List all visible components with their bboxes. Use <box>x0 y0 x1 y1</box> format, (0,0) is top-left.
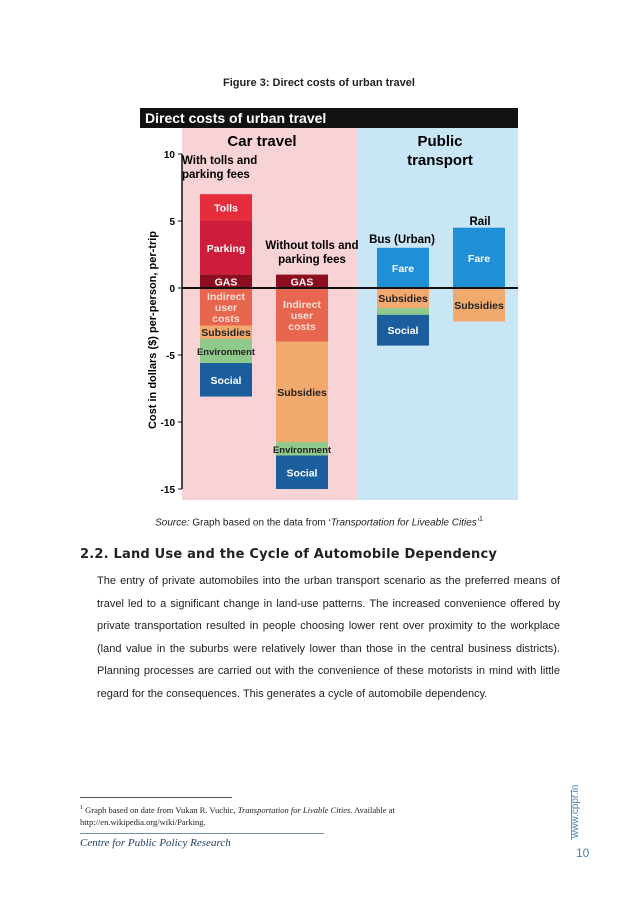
source-text: Graph based on the data from ‘ <box>189 517 331 529</box>
footnote-text: Graph based on date from Vukan R. Vuchic, <box>83 804 238 815</box>
bar-segment-label-environment: Environment <box>196 346 256 358</box>
footnote-rule <box>80 797 232 798</box>
bar-label-with-tolls-1: With tolls and <box>182 155 258 167</box>
bar-segment-label-parking: Parking <box>206 242 246 255</box>
bar-segment-label-social: Social <box>286 467 318 480</box>
footer-rule <box>80 833 324 834</box>
source-ref: 1 <box>479 516 483 523</box>
bar-segment-label-fare: Fare <box>391 262 415 275</box>
page-number: 10 <box>576 846 590 860</box>
bar-segment-label-indirect: user <box>214 301 238 314</box>
bar-segment-label-social: Social <box>387 325 419 338</box>
footnote-available: Available at <box>352 804 395 815</box>
bar-segment-label-indirect: user <box>290 309 314 322</box>
bar-label-bus: Bus (Urban) <box>369 234 435 246</box>
group-label-car: Car travel <box>227 133 297 150</box>
bar-segment-label-subsidies: Subsidies <box>201 327 251 340</box>
footnote-title: Transportation for Livable Cities. <box>237 804 353 815</box>
bar-segment-label-tolls: Tolls <box>214 202 238 215</box>
figure-source <box>0 516 638 528</box>
bar-segment-environment <box>377 308 429 315</box>
source-prefix: Source: <box>155 517 190 529</box>
group-label-transit-2: transport <box>407 152 473 169</box>
bar-segment-label-indirect: Indirect <box>207 290 245 303</box>
footnote-number: 1 <box>80 805 83 811</box>
bar-segment-label-indirect: Indirect <box>283 298 321 311</box>
bar-segment-label-indirect: costs <box>212 312 240 325</box>
y-axis-label: Cost in dollars ($) per-person, per-trip <box>147 230 159 430</box>
group-label-transit-1: Public <box>417 133 463 150</box>
y-tick-label: 0 <box>169 284 175 295</box>
section-paragraph: The entry of private automobiles into the urban transport scenario as the preferred means of travel led to a significant change in land-use patterns. The increased convenience offered by private transportation resulted in people choosing lower rent over proximity to the workplace (land value in the suburbs were relatively lower than those in the central business districts). Planning processes are carried out with the convenience of these motorists in mind with little regard for the consequences. This generates a cycle of automobile dependency. <box>97 575 560 700</box>
bar-segment-label-indirect: costs <box>288 320 316 333</box>
bar-label-rail: Rail <box>469 216 491 228</box>
bar-segment-label-environment: Environment <box>272 444 332 456</box>
direct-costs-chart <box>140 108 518 500</box>
y-tick-label: 5 <box>169 217 175 228</box>
figure-caption: Figure 3: Direct costs of urban travel <box>223 77 415 89</box>
y-tick-label: 10 <box>163 150 175 161</box>
y-tick-label: -10 <box>160 418 175 429</box>
footnote <box>80 802 480 828</box>
y-tick-label: -15 <box>160 485 175 496</box>
bar-segment-label-gas: GAS <box>214 276 238 289</box>
bar-segment-label-social: Social <box>210 374 242 387</box>
y-tick-label: -5 <box>166 351 175 362</box>
bar-segment-label-gas: GAS <box>290 276 314 289</box>
section-heading: 2.2. Land Use and the Cycle of Automobile Dependency <box>80 547 498 562</box>
chart-title: Direct costs of urban travel <box>145 110 327 126</box>
bar-segment-label-fare: Fare <box>467 252 491 265</box>
bar-label-without-tolls-2: parking fees <box>278 254 346 266</box>
bar-segment-label-subsidies: Subsidies <box>454 299 504 312</box>
source-suffix: ’ <box>476 517 479 529</box>
source-title: Transportation for Liveable Cities <box>330 517 477 529</box>
bar-label-without-tolls-1: Without tolls and <box>265 240 359 252</box>
footer-website[interactable]: www.cppr.in <box>570 784 581 838</box>
bar-segment-label-subsidies: Subsidies <box>378 293 428 306</box>
bar-label-with-tolls-2: parking fees <box>182 169 250 181</box>
footnote-link[interactable]: http://en.wikipedia.org/wiki/Parking. <box>80 816 206 827</box>
bar-segment-label-subsidies: Subsidies <box>277 386 327 399</box>
footer-organization: Centre for Public Policy Research <box>80 837 231 849</box>
